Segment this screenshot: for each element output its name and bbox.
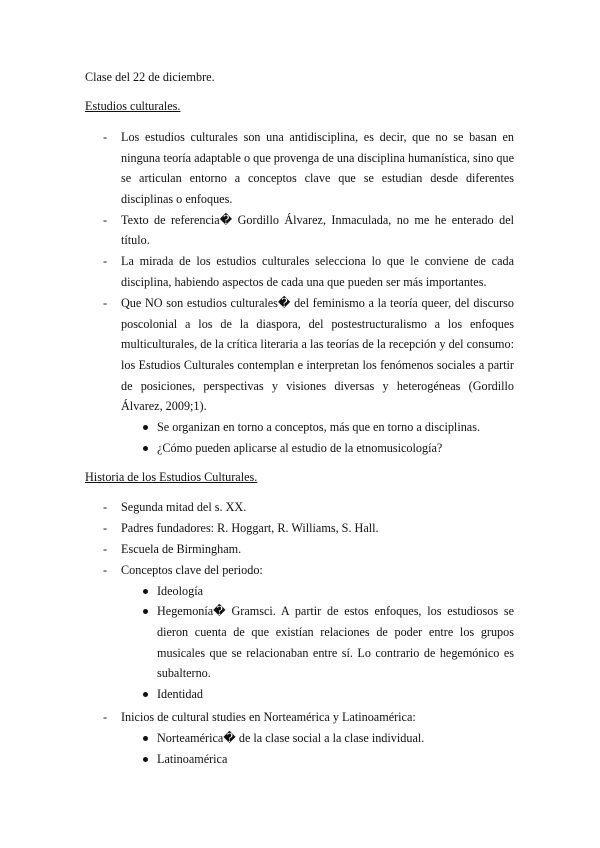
list-item-text: disciplinas o enfoques. (121, 192, 233, 206)
bullet-dot (143, 692, 148, 697)
list-dash: - (103, 542, 108, 556)
list-dash: - (103, 296, 108, 310)
section-heading-historia: Historia de los Estudios Culturales. (85, 470, 258, 484)
list-dash: - (103, 213, 108, 227)
bullet-dot (143, 736, 148, 741)
list-item-text: Álvarez, 2009;1). (121, 399, 207, 413)
list-item-text: La mirada de los estudios culturales selecciona lo que le conviene de cada (121, 254, 514, 268)
list-item-text: de posiciones, perspectivas y visiones diversas y heterogéneas (Gordillo (121, 379, 514, 393)
sub-list-item-text: Ideología (157, 584, 204, 598)
list-item-text: Segunda mitad del s. XX. (121, 500, 247, 514)
list-item-text: se articulan entorno a conceptos clave que se estudian desde diferentes (121, 171, 514, 185)
list-item-text: los Estudios Culturales contemplan e interpretan los fenómenos sociales a partir (121, 358, 514, 372)
sub-list-item-text: Norteamérica� de la clase social a la clase individual. (157, 731, 425, 745)
sub-list-item-text: dieron cuenta de que existían relaciones de poder entre los grupos (157, 625, 514, 639)
document-title: Clase del 22 de diciembre. (85, 70, 215, 84)
sub-list-item-text: Hegemonía� Gramsci. A partir de estos enfoques, los estudiosos se (157, 604, 514, 618)
list-item-text: Padres fundadores: R. Hoggart, R. Williams, S. Hall. (121, 521, 379, 535)
bullet-dot (143, 589, 148, 594)
list-dash: - (103, 254, 108, 268)
list-dash: - (103, 521, 108, 535)
bullet-dot (143, 425, 148, 430)
sub-list-item-text: Se organizan en torno a conceptos, más que en torno a disciplinas. (157, 420, 480, 434)
sub-list-item-text: musicales que se relacionaban entre sí. Lo contrario de hegemónico es (157, 646, 514, 660)
list-item-text: Texto de referencia� Gordillo Álvarez, Inmaculada, no me he enterado del (121, 213, 514, 227)
list-dash: - (103, 710, 108, 724)
list-item-text: Conceptos clave del periodo: (121, 563, 263, 577)
bullet-dot (143, 757, 148, 762)
sub-list-item-text: subalterno. (157, 666, 211, 680)
list-item-text: Inicios de cultural studies en Norteamérica y Latinoamérica: (121, 710, 416, 724)
bullet-dot (143, 446, 148, 451)
list-item-text: poscolonial a los de la diaspora, del postestructuralismo a los enfoques (121, 317, 514, 331)
section-heading-estudios-culturales: Estudios culturales. (85, 99, 181, 113)
list-item-text: disciplina, habiendo aspectos de cada una que pueden ser más importantes. (121, 275, 487, 289)
list-item-text: Los estudios culturales son una antidisciplina, es decir, que no se basan en (121, 130, 514, 144)
list-item-text: Que NO son estudios culturales� del feminismo a la teoría queer, del discurso (121, 296, 514, 310)
list-item-text: Escuela de Birmingham. (121, 542, 242, 556)
sub-list-item-text: Latinoamérica (157, 752, 228, 766)
list-item-text: multiculturales, de la crítica literaria a las teorías de la recepción y del consumo: (121, 337, 514, 351)
sub-list-item-text: ¿Cómo pueden aplicarse al estudio de la etnomusicología? (157, 441, 443, 455)
bullet-dot (143, 609, 148, 614)
list-item-text: título. (121, 233, 150, 247)
list-dash: - (103, 563, 108, 577)
list-dash: - (103, 130, 108, 144)
list-dash: - (103, 500, 108, 514)
sub-list-item-text: Identidad (157, 687, 204, 701)
list-item-text: ninguna teoría adaptable o que provenga de una disciplina humanística, sino que (121, 151, 514, 165)
